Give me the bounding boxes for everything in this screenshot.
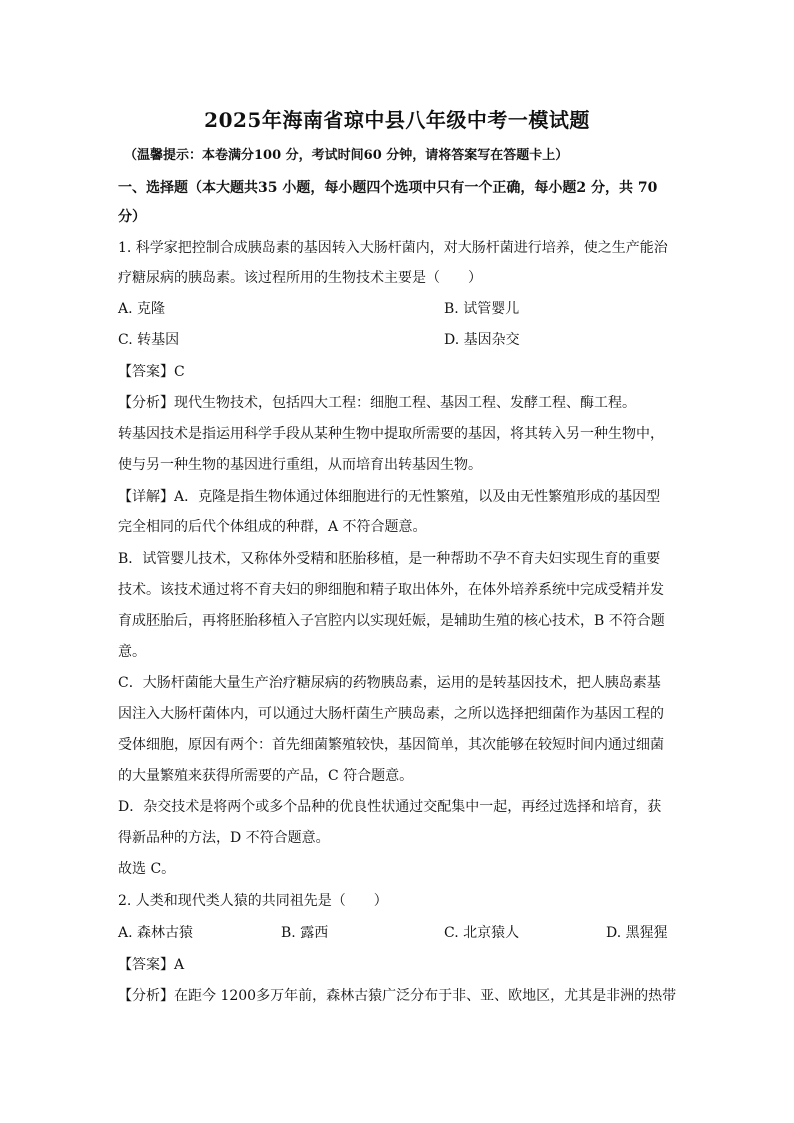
q1-detail-c-line2: 因注入大肠杆菌体内，可以通过大肠杆菌生产胰岛素，之所以选择把细菌作为基因工程的 [118, 706, 664, 722]
q1-stem-line1: 1. 科学家把控制合成胰岛素的基因转入大肠杆菌内，对大肠杆菌进行培养，使之生产能治 [118, 240, 668, 256]
q1-detail-c-line1: C．大肠杆菌能大量生产治疗糖尿病的药物胰岛素，运用的是转基因技术，把人胰岛素基 [118, 675, 661, 691]
q1-analysis-line2: 转基因技术是指运用科学手段从某种生物中提取所需要的基因，将其转入另一种生物中， [118, 426, 664, 442]
q1-detail-b-line4: 意。 [118, 644, 146, 660]
q1-detail-c-line3: 受体细胞，原因有两个：首先细菌繁殖较快，基因简单，其次能够在较短时间内通过细菌 [118, 737, 664, 753]
q2-option-c: C. 北京猿人 [444, 925, 520, 941]
q1-detail-a-line2: 完全相同的后代个体组成的种群，A 不符合题意。 [118, 519, 427, 535]
exam-title: 2025年海南省琼中县八年级中考一模试题 [204, 108, 590, 132]
q1-detail-c-line4: 的大量繁殖来获得所需要的产品，C 符合题意。 [118, 768, 414, 784]
section-heading-line1: 一、选择题（本大题共35 小题，每小题四个选项中只有一个正确，每小题2 分，共 70 [118, 180, 658, 196]
q1-option-d: D. 基因杂交 [444, 332, 520, 348]
q1-detail-b-line1: B．试管婴儿技术，又称体外受精和胚胎移植，是一种帮助不孕不育夫妇实现生育的重要 [118, 551, 661, 567]
q1-analysis-line3: 使与另一种生物的基因进行重组，从而培育出转基因生物。 [118, 457, 482, 473]
q2-analysis-line1: 【分析】在距今 1200多万年前，森林古猿广泛分布于非、亚、欧地区，尤其是非洲的热带 [118, 988, 677, 1004]
q1-option-a: A. 克隆 [118, 301, 166, 317]
q2-option-d: D. 黑猩猩 [606, 925, 668, 941]
q1-option-c: C. 转基因 [118, 332, 180, 348]
q2-option-b: B. 露西 [281, 925, 329, 941]
q1-detail-b-line3: 育成胚胎后，再将胚胎移植入子宫腔内以实现妊娠，是辅助生殖的核心技术，B 不符合题 [118, 613, 665, 629]
q1-conclusion: 故选 C。 [118, 861, 176, 877]
q2-option-a: A. 森林古猿 [118, 925, 194, 941]
q2-answer: 【答案】A [118, 957, 185, 973]
q1-detail-d-line2: 得新品种的方法，D 不符合题意。 [118, 830, 330, 846]
q1-stem-line2: 疗糖尿病的胰岛素。该过程所用的生物技术主要是（ ） [118, 270, 482, 286]
q2-stem: 2. 人类和现代类人猿的共同祖先是（ ） [118, 893, 388, 909]
q1-analysis-line1: 【分析】现代生物技术，包括四大工程：细胞工程、基因工程、发酵工程、酶工程。 [118, 395, 636, 411]
q1-answer: 【答案】C [118, 364, 185, 380]
section-heading-line2: 分） [118, 209, 146, 225]
q1-detail-b-line2: 技术。该技术通过将不育夫妇的卵细胞和精子取出体外，在体外培养系统中完成受精并发 [118, 582, 664, 598]
q1-detail-d-line1: D．杂交技术是将两个或多个品种的优良性状通过交配集中一起，再经过选择和培育，获 [118, 799, 662, 815]
q1-detail-a-line1: 【详解】A．克隆是指生物体通过体细胞进行的无性繁殖，以及由无性繁殖形成的基因型 [118, 489, 661, 505]
q1-option-b: B. 试管婴儿 [444, 301, 520, 317]
tip-text: （温馨提示：本卷满分100 分，考试时间60 分钟，请将答案写在答题卡上） [124, 148, 569, 163]
